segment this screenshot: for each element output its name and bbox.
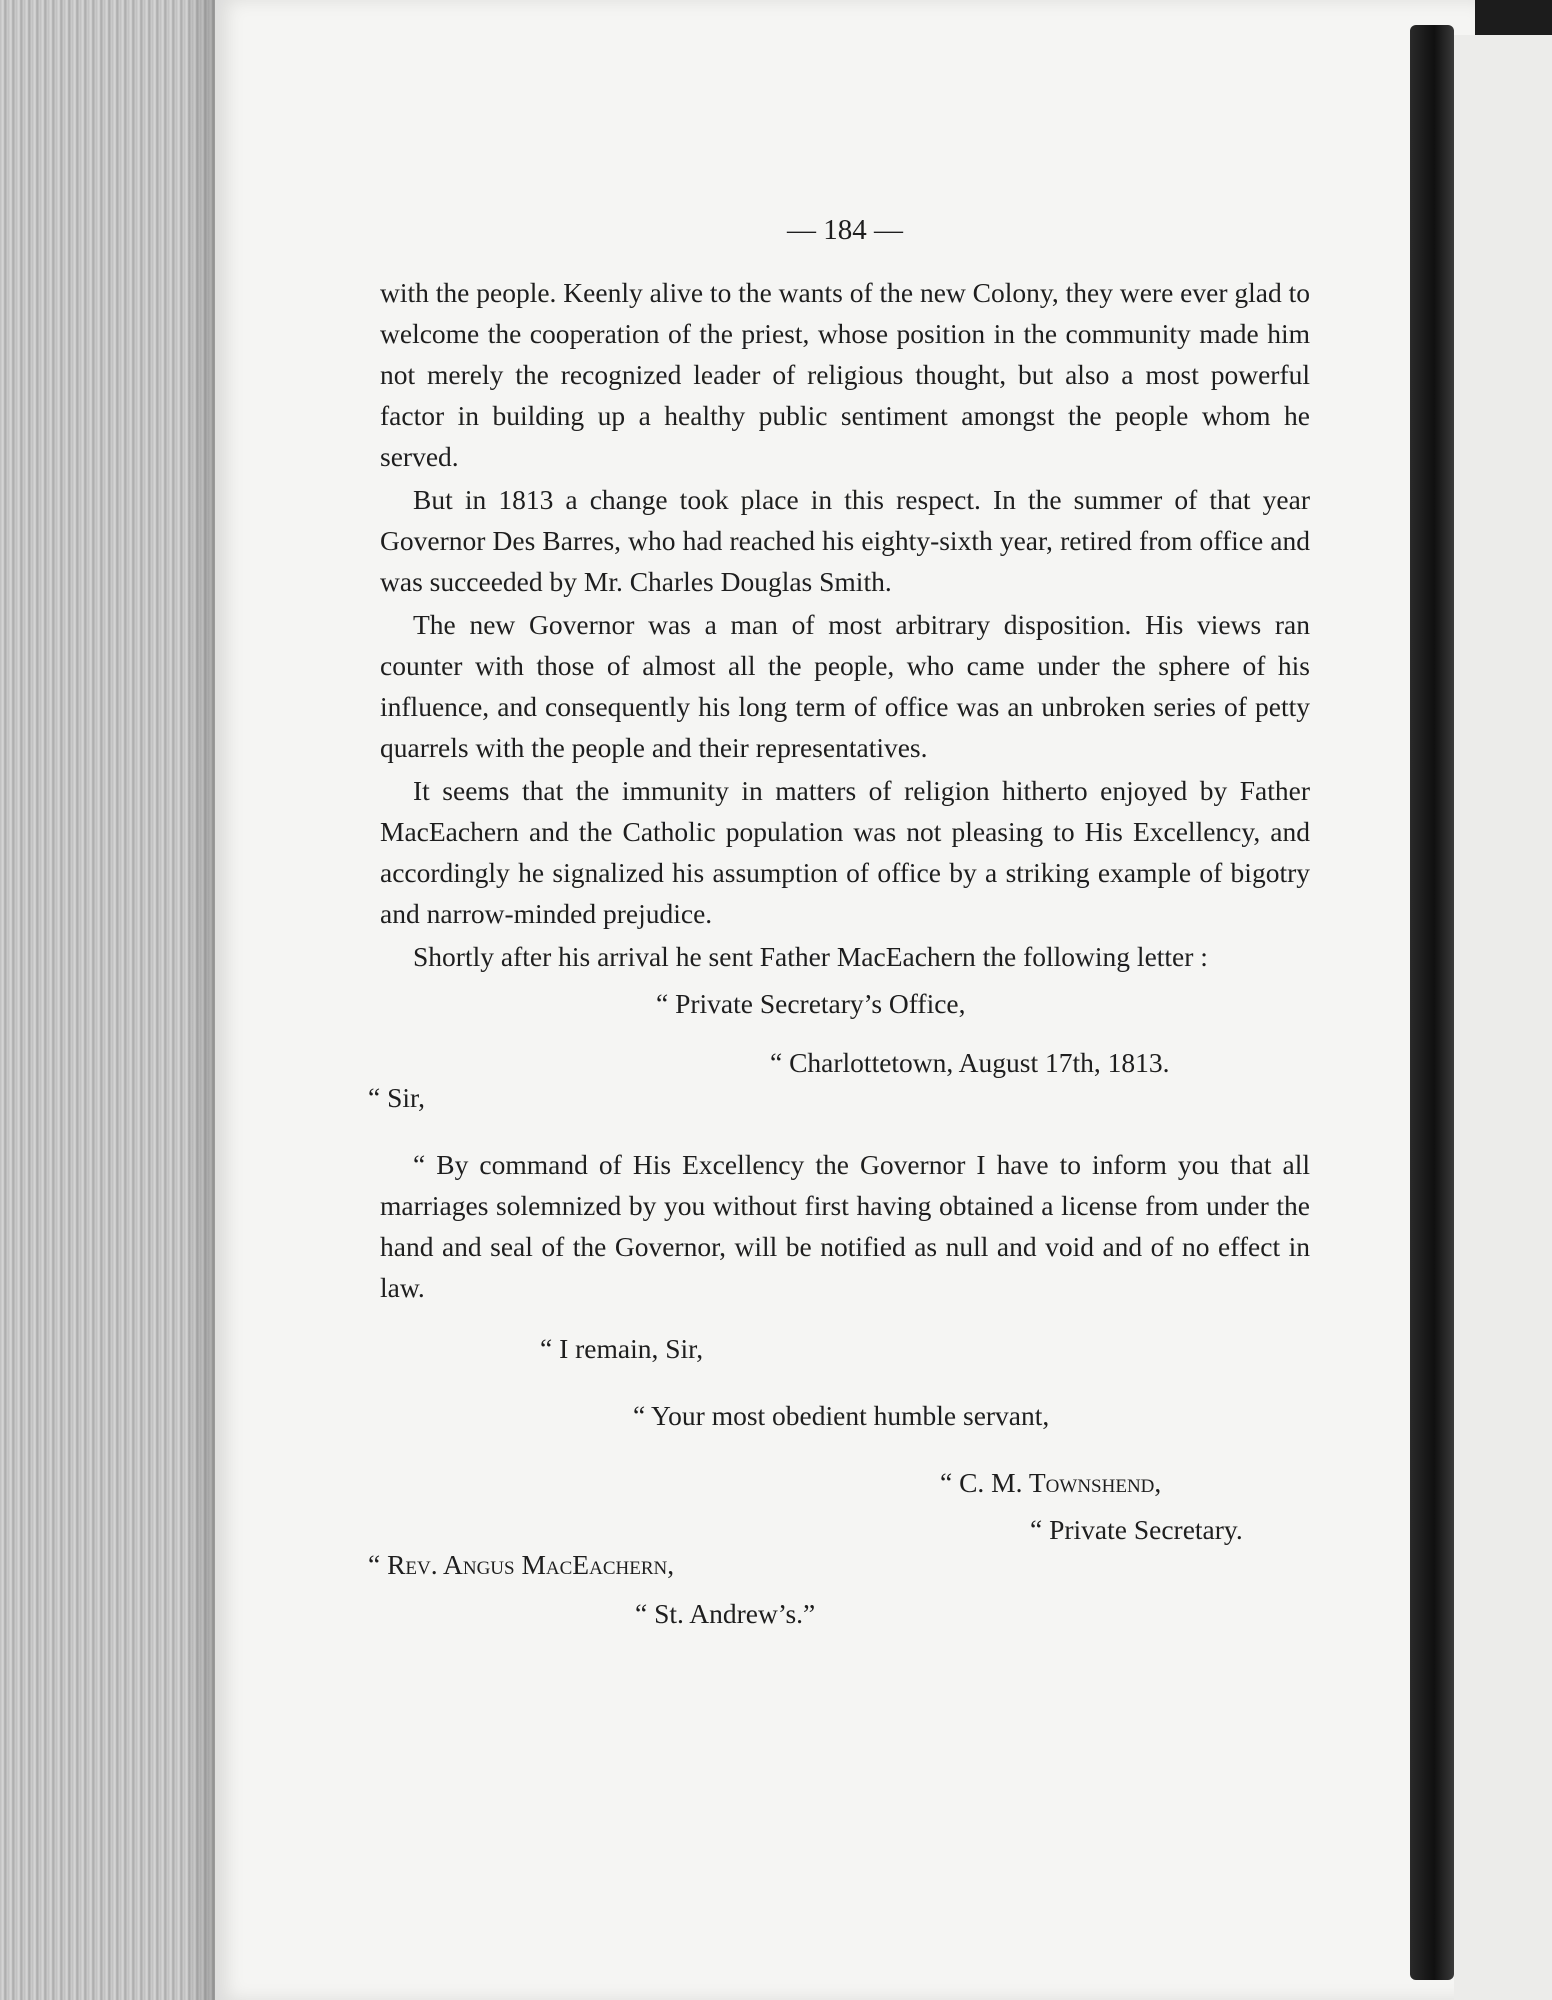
letter-addressee-place: “ St. Andrew’s.” — [635, 1598, 816, 1629]
letter-signature-title: “ Private Secretary. — [1030, 1514, 1243, 1545]
facing-page-edge — [1454, 35, 1552, 2000]
paragraph-3: The new Governor was a man of most arbitrary disposition. His views ran counter with those of almost all the people, who came under the sphere of his influence, and consequently his long term of office was an unbroken series of petty quarrels with the people and their representatives. — [380, 609, 1310, 763]
letter-closing-2: “ Your most obedient humble servant, — [633, 1400, 1050, 1431]
letter-body: “ By command of His Excellency the Governor I have to inform you that all marriages solemnized by you without first having obtained a license from under the hand and seal of the Governor, will be notified as null and void and of no effect in law. — [380, 1149, 1310, 1303]
paragraph-5: Shortly after his arrival he sent Father MacEachern the following letter : — [413, 941, 1208, 972]
letter-heading-date: “ Charlottetown, August 17th, 1813. — [770, 1047, 1170, 1078]
paragraph-2: But in 1813 a change took place in this respect. In the summer of that year Governor Des Barres, who had reached his eighty-sixth year, retired from office and was succeeded by Mr. Charles Douglas Smith. — [380, 484, 1310, 597]
paragraph-1: with the people. Keenly alive to the wants of the new Colony, they were ever glad to welcome the cooperation of the priest, whose position in the community made him not merely the recognized leader of religious thought, but also a most powerful factor in building up a healthy public sentiment amongst the people whom he served. — [380, 277, 1310, 472]
letter-salutation: “ Sir, — [368, 1082, 425, 1113]
letter-signature-name: “ C. M. Townshend, — [940, 1467, 1162, 1498]
page-edges — [0, 0, 215, 2000]
letter-heading-office: “ Private Secretary’s Office, — [656, 988, 966, 1019]
paragraph-4: It seems that the immunity in matters of religion hitherto enjoyed by Father MacEachern and the Catholic population was not pleasing to His Excellency, and accordingly he signalized his assumption of office by a striking example of bigotry and narrow-minded prejudice. — [380, 775, 1310, 929]
letter-addressee-name: “ Rev. Angus MacEachern, — [368, 1549, 675, 1580]
letter-closing-1: “ I remain, Sir, — [540, 1333, 704, 1364]
page-text — [368, 200, 1310, 1634]
book-gutter — [1410, 25, 1454, 1980]
page-number: — 184 — — [787, 214, 903, 246]
